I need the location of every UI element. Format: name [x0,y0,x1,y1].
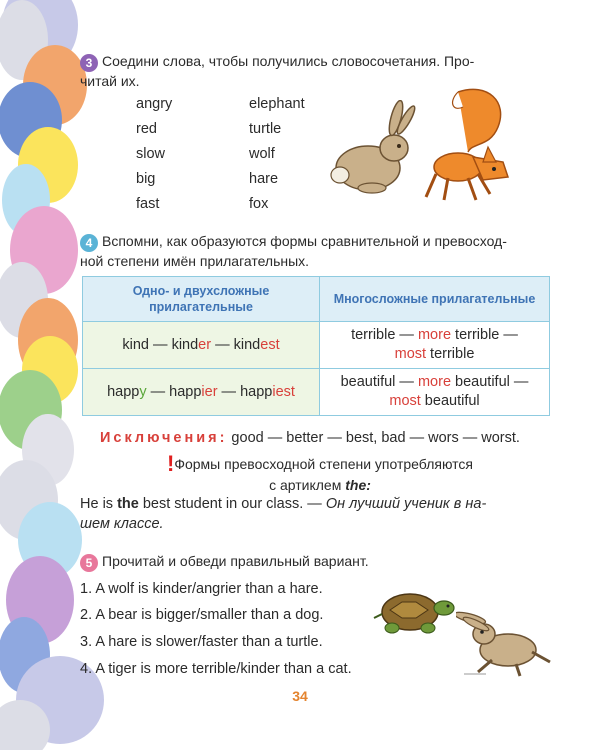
fox-illustration [418,82,518,212]
superlative-rule: !Формы превосходной степени употребляются [167,451,473,476]
table-header-row [83,277,550,322]
table-header-long-adjectives: Многосложные прилагательные [320,277,550,322]
table-cell-long: terrible — more terrible — most terrible [320,322,550,369]
right-word: turtle [249,121,282,137]
exercise-3-instruction: 3 Соедини слова, чтобы получились словосочетания. Про- читай их. [80,53,475,89]
table-cell-short: kind — kinder — kindest [83,322,320,369]
table-row [83,322,550,369]
left-word: red [136,121,157,137]
adjective-degrees-table [82,276,550,416]
exercise-number-5: 5 [80,554,98,572]
superlative-rule-cont: с артиклем the: [269,477,371,493]
table-header-short-adjectives: Одно- и двухсложные прилагательные [83,277,320,322]
table-cell-short: happy — happier — happiest [83,369,320,416]
textbook-page [80,0,560,750]
left-word: big [136,171,156,187]
right-word: elephant [249,96,305,112]
left-word: fast [136,196,160,212]
example-sentence: He is the best student in our class. — Он лучший ученик в на- шем классе. [80,496,487,532]
right-word: fox [249,196,269,212]
exercise-5-instruction: 5 Прочитай и обведи правильный вариант. [80,552,369,572]
right-word: wolf [249,146,275,162]
running-hare-illustration [456,608,556,680]
hare-illustration [328,100,418,195]
exercise-sentence: 4. A tiger is more terrible/kinder than a cat. [80,661,352,677]
exceptions-label: Исключения: [100,430,228,446]
exceptions-line: Исключения: good — better — best, bad — wors — worst. [100,430,520,446]
left-word: angry [136,96,173,112]
exercise-number-4: 4 [80,234,98,252]
right-word: hare [249,171,279,187]
page-number: 34 [292,688,308,704]
exclamation-icon: ! [167,451,175,476]
exercise-sentence: 3. A hare is slower/faster than a turtle. [80,634,323,650]
table-cell-long: beautiful — more beautiful — most beautiful [320,369,550,416]
turtle-illustration [370,588,460,638]
exercise-sentence: 1. A wolf is kinder/angrier than a hare. [80,581,323,597]
exercise-sentence: 2. A bear is bigger/smaller than a dog. [80,607,324,623]
table-row [83,369,550,416]
exercise-number-3: 3 [80,54,98,72]
left-word: slow [136,146,166,162]
exercise-4-instruction: 4 Вспомни, как образуются формы сравнительной и превосход- ной степени имён прилагательных. [80,233,507,269]
